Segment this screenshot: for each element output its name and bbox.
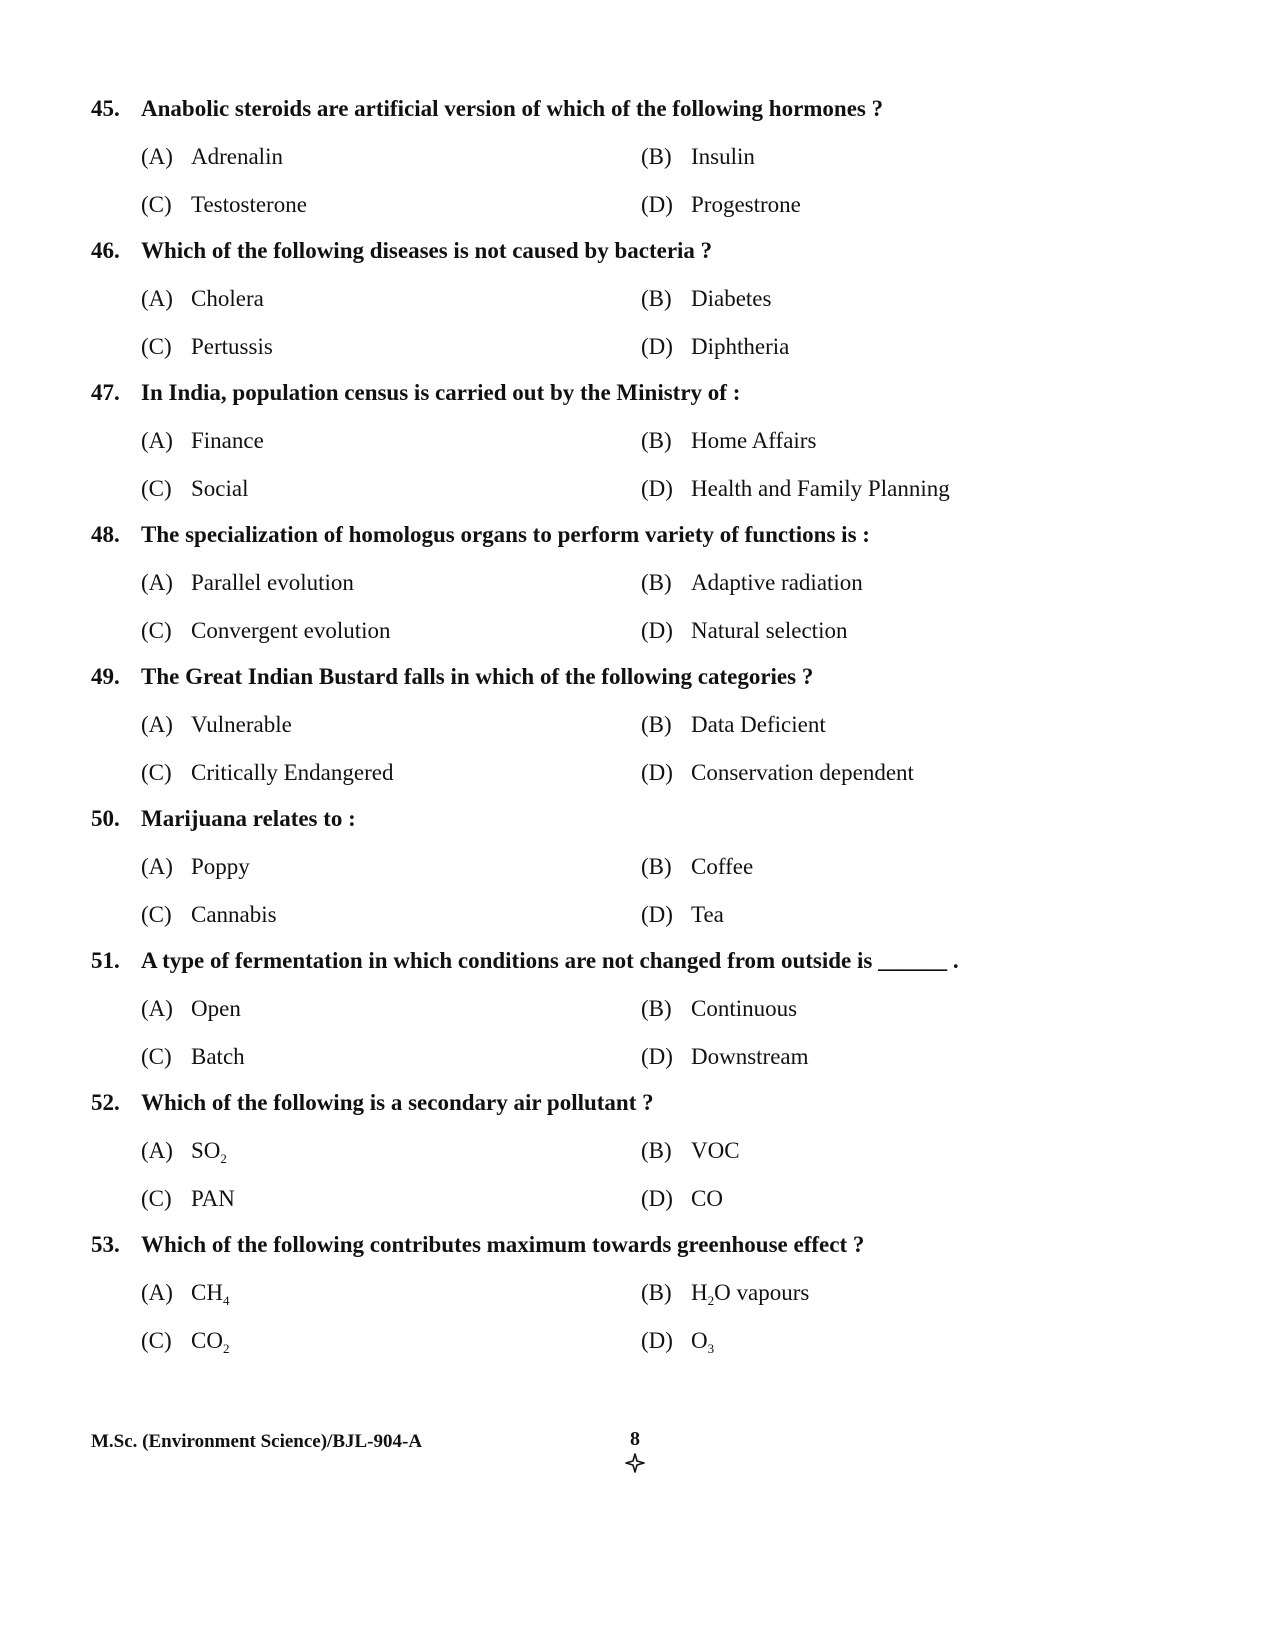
question-49	[91, 662, 1211, 804]
option-subscript: 2	[220, 1151, 227, 1166]
option-c	[141, 1184, 235, 1214]
option-c	[141, 758, 393, 788]
option-label: (A)	[141, 428, 173, 453]
option-text: Continuous	[691, 996, 798, 1021]
option-label: (A)	[141, 996, 173, 1021]
option-text: Poppy	[191, 854, 250, 879]
option-text: Batch	[191, 1044, 245, 1069]
option-text: Coffee	[691, 854, 754, 879]
option-label: (B)	[641, 144, 672, 169]
question-50	[91, 804, 1211, 946]
question-number: 48.	[91, 522, 120, 547]
option-text: Adrenalin	[191, 144, 283, 169]
option-b	[641, 568, 863, 598]
option-b	[641, 426, 816, 456]
question-text: Which of the following diseases is not caused by bacteria ?	[141, 238, 713, 263]
option-subscript: 2	[707, 1293, 715, 1308]
option-text: Pertussis	[191, 334, 273, 359]
question-number: 47.	[91, 380, 120, 405]
option-d	[641, 332, 789, 362]
question-text: The specialization of homologus organs to perform variety of functions is :	[141, 522, 870, 547]
option-label: (D)	[641, 760, 673, 785]
option-text: Progestrone	[691, 192, 801, 217]
option-label: (C)	[141, 1044, 172, 1069]
question-text: Marijuana relates to :	[141, 806, 356, 831]
option-b	[641, 852, 753, 882]
question-text: The Great Indian Bustard falls in which of the following categories ?	[141, 664, 814, 689]
option-label: (A)	[141, 1280, 173, 1305]
option-text: Home Affairs	[691, 428, 817, 453]
question-stem	[91, 804, 356, 834]
option-text: CH	[191, 1280, 223, 1305]
question-51	[91, 946, 1211, 1088]
question-number: 50.	[91, 806, 120, 831]
option-label: (B)	[641, 286, 672, 311]
question-stem	[91, 1230, 864, 1260]
option-a	[141, 852, 250, 882]
question-stem	[91, 520, 870, 550]
option-label: (C)	[141, 1328, 172, 1353]
question-stem	[91, 378, 740, 408]
option-d	[641, 758, 914, 788]
option-label: (B)	[641, 428, 672, 453]
option-label: (D)	[641, 1328, 673, 1353]
option-a	[141, 284, 264, 314]
option-text: H	[691, 1280, 708, 1305]
option-label: (C)	[141, 902, 172, 927]
option-label: (B)	[641, 1280, 672, 1305]
option-label: (B)	[641, 712, 672, 737]
option-a	[141, 142, 283, 172]
question-stem	[91, 1088, 654, 1118]
option-label: (D)	[641, 334, 673, 359]
option-a	[141, 568, 354, 598]
option-d	[641, 616, 847, 646]
question-number: 52.	[91, 1090, 120, 1115]
option-label: (C)	[141, 334, 172, 359]
option-text: Convergent evolution	[191, 618, 391, 643]
option-c	[141, 474, 249, 504]
question-46	[91, 236, 1211, 378]
option-text: Diabetes	[691, 286, 772, 311]
question-stem	[91, 236, 712, 266]
four-point-star-icon	[624, 1452, 646, 1474]
option-label: (A)	[141, 712, 173, 737]
option-label: (B)	[641, 570, 672, 595]
option-d	[641, 1326, 714, 1356]
option-a	[141, 1278, 229, 1308]
option-c	[141, 900, 277, 930]
question-stem	[91, 946, 959, 976]
question-number: 49.	[91, 664, 120, 689]
option-text: Natural selection	[691, 618, 848, 643]
option-text: CO	[691, 1186, 723, 1211]
option-b	[641, 994, 797, 1024]
option-text: O	[691, 1328, 708, 1353]
option-label: (D)	[641, 902, 673, 927]
option-d	[641, 900, 724, 930]
option-text: Data Deficient	[691, 712, 826, 737]
option-d	[641, 1042, 809, 1072]
option-d	[641, 1184, 723, 1214]
option-c	[141, 616, 391, 646]
question-number: 53.	[91, 1232, 120, 1257]
option-label: (D)	[641, 1044, 673, 1069]
option-text: Conservation dependent	[691, 760, 914, 785]
option-label: (A)	[141, 1138, 173, 1163]
option-text: PAN	[191, 1186, 235, 1211]
option-d	[641, 190, 801, 220]
option-text: Critically Endangered	[191, 760, 394, 785]
option-a	[141, 1136, 227, 1166]
page-number: 8	[630, 1428, 640, 1450]
question-text: Which of the following contributes maximum towards greenhouse effect ?	[141, 1232, 865, 1257]
option-text: VOC	[691, 1138, 740, 1163]
question-stem	[91, 662, 813, 692]
option-text: Parallel evolution	[191, 570, 354, 595]
option-label: (A)	[141, 570, 173, 595]
option-b	[641, 1278, 809, 1308]
option-text: Insulin	[691, 144, 755, 169]
option-label: (C)	[141, 760, 172, 785]
question-48	[91, 520, 1211, 662]
option-a	[141, 710, 292, 740]
option-c	[141, 1042, 245, 1072]
option-c	[141, 190, 307, 220]
option-label: (C)	[141, 1186, 172, 1211]
question-number: 46.	[91, 238, 120, 263]
question-stem	[91, 94, 883, 124]
question-52	[91, 1088, 1211, 1230]
option-text: CO	[191, 1328, 223, 1353]
option-d	[641, 474, 950, 504]
option-text: Testosterone	[191, 192, 307, 217]
question-53	[91, 1230, 1211, 1372]
option-text: Vulnerable	[191, 712, 292, 737]
option-label: (C)	[141, 618, 172, 643]
option-text: Tea	[691, 902, 724, 927]
option-label: (A)	[141, 286, 173, 311]
option-text: Open	[191, 996, 241, 1021]
option-label: (A)	[141, 854, 173, 879]
question-47	[91, 378, 1211, 520]
option-label: (C)	[141, 192, 172, 217]
option-label: (D)	[641, 618, 673, 643]
option-label: (B)	[641, 1138, 672, 1163]
option-text: Diphtheria	[691, 334, 790, 359]
option-b	[641, 284, 771, 314]
option-text: Finance	[191, 428, 264, 453]
option-label: (D)	[641, 476, 673, 501]
option-b	[641, 710, 826, 740]
option-text: Adaptive radiation	[691, 570, 863, 595]
option-a	[141, 426, 264, 456]
option-text: Social	[191, 476, 249, 501]
option-text: Cannabis	[191, 902, 277, 927]
option-label: (A)	[141, 144, 173, 169]
option-c	[141, 332, 273, 362]
option-b	[641, 142, 755, 172]
option-subscript: 3	[707, 1341, 715, 1356]
question-text: Anabolic steroids are artificial version of which of the following hormones ?	[141, 96, 884, 121]
paper-code: M.Sc. (Environment Science)/BJL-904-A	[91, 1431, 423, 1452]
option-b	[641, 1136, 740, 1166]
question-number: 45.	[91, 96, 120, 121]
option-subscript: 2	[222, 1341, 230, 1356]
option-text-suffix: O vapours	[714, 1280, 810, 1305]
question-text: A type of fermentation in which conditions are not changed from outside is ______ .	[141, 948, 959, 973]
option-text: SO	[191, 1138, 221, 1163]
option-c	[141, 1326, 229, 1356]
question-text: In India, population census is carried out by the Ministry of :	[141, 380, 741, 405]
option-text: Downstream	[691, 1044, 809, 1069]
question-number: 51.	[91, 948, 120, 973]
option-label: (D)	[641, 192, 673, 217]
option-text: Health and Family Planning	[691, 476, 950, 501]
question-text: Which of the following is a secondary air pollutant ?	[141, 1090, 654, 1115]
option-label: (C)	[141, 476, 172, 501]
option-label: (D)	[641, 1186, 673, 1211]
option-text: Cholera	[191, 286, 264, 311]
option-label: (B)	[641, 996, 672, 1021]
option-a	[141, 994, 241, 1024]
option-label: (B)	[641, 854, 672, 879]
question-45	[91, 94, 1211, 236]
option-subscript: 4	[222, 1293, 230, 1308]
